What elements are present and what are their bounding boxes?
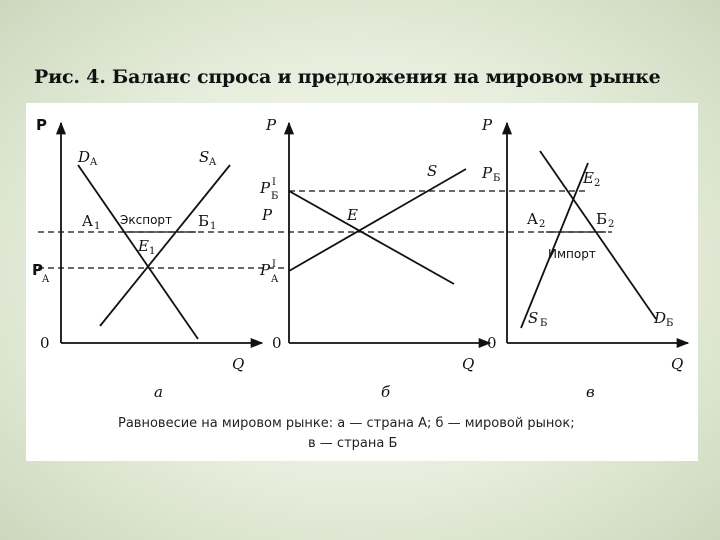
panel-c-demand-curve xyxy=(540,151,656,319)
panel-a-point-a1: A xyxy=(82,212,93,230)
slide-title: Рис. 4. Баланс спроса и предложения на мировом рынке xyxy=(34,66,661,88)
panel-a-origin: 0 xyxy=(40,334,50,352)
panel-c-point-b2: Б xyxy=(596,210,608,228)
panel-c-supply-sub: Б xyxy=(540,318,548,329)
panel-c-point-a2: A xyxy=(527,210,538,228)
panel-a-point-a1-sub: 1 xyxy=(94,221,101,232)
panel-c-import-label: Импорт xyxy=(548,247,596,261)
panel-b-p-axis-label: P xyxy=(266,116,277,134)
panel-a-supply-curve xyxy=(100,165,230,326)
panel-b-q-axis-label: Q xyxy=(462,355,475,373)
panel-a-point-b1: Б xyxy=(198,212,210,230)
panel-a-supply-sub: A xyxy=(209,157,217,168)
panel-c-p-axis-label: P xyxy=(482,116,493,134)
panel-a-price-sub: A xyxy=(42,274,50,285)
panel-c-origin: 0 xyxy=(487,334,497,352)
panel-b-price-b: P xyxy=(260,179,271,197)
panel-c-supply-curve xyxy=(521,163,588,328)
panel-a-equilibrium: E xyxy=(138,237,149,255)
panel-c-point-a2-sub: 2 xyxy=(539,219,546,230)
panel-c-equilibrium: E xyxy=(583,169,594,187)
figure-panel xyxy=(26,103,698,461)
panel-c-point-b2-sub: 2 xyxy=(608,219,615,230)
panel-b xyxy=(259,116,490,401)
panel-b-price-b-sup: I xyxy=(272,177,276,188)
caption-line-1: Равновесие на мировом рынке: а — страна А; б — мировой рынок; xyxy=(118,416,575,431)
panel-b-price-a: P xyxy=(260,261,271,279)
panel-a-supply-label: S xyxy=(199,148,210,166)
panel-a-point-b1-sub: 1 xyxy=(210,221,217,232)
panel-c-price-sub: Б xyxy=(493,173,501,184)
market-balance-diagram xyxy=(26,103,698,461)
panel-a-demand-label: D xyxy=(78,148,91,166)
panel-c xyxy=(481,116,688,401)
panel-a-letter: а xyxy=(154,383,163,401)
panel-b-letter: б xyxy=(381,383,391,401)
panel-b-origin: 0 xyxy=(272,334,282,352)
panel-a-q-axis-label: Q xyxy=(232,355,245,373)
panel-c-supply-label: S xyxy=(528,309,539,327)
panel-a-price-label: P xyxy=(32,261,43,279)
caption-line-2: в — страна Б xyxy=(308,436,398,451)
panel-c-price-label: P xyxy=(482,164,493,182)
panel-a-export-label: Экспорт xyxy=(120,213,173,227)
panel-c-equilibrium-sub: 2 xyxy=(594,178,601,189)
panel-a-demand-sub: A xyxy=(90,157,98,168)
panel-c-letter: в xyxy=(586,383,595,401)
panel-b-supply-curve xyxy=(289,169,466,271)
panel-b-supply-label: S xyxy=(427,162,438,180)
panel-b-price-world: P xyxy=(262,206,273,224)
panel-b-price-a-sup: I xyxy=(272,259,276,270)
panel-b-price-a-sub: A xyxy=(271,274,279,285)
panel-c-q-axis-label: Q xyxy=(671,355,684,373)
panel-c-demand-label: D xyxy=(654,309,667,327)
panel-a xyxy=(32,116,262,401)
panel-b-demand-curve xyxy=(289,191,454,284)
panel-c-demand-sub: Б xyxy=(666,318,674,329)
panel-b-equilibrium: E xyxy=(347,206,358,224)
panel-b-price-b-sub: Б xyxy=(271,191,279,202)
panel-a-p-axis-label: P xyxy=(36,116,47,134)
panel-a-equilibrium-sub: 1 xyxy=(149,246,156,257)
